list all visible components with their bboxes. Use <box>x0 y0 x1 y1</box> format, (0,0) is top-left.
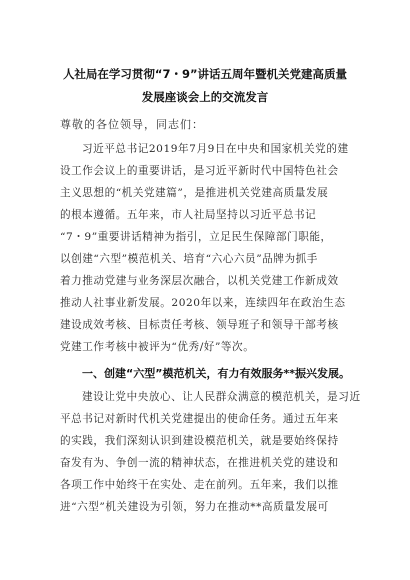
paragraph-line: 的实践，我们深刻认识到建设模范机关，就是要始终保持 <box>60 435 339 447</box>
paragraph-line: 奋发有为、争创一流的精神状态，在推进机关党的建设和 <box>60 457 339 469</box>
document-title-line-1: 人社局在学习贯彻“7・9”讲话五周年暨机关党建高质量 <box>62 67 348 81</box>
paragraph-line: 党建工作考核中被评为“优秀/好”等次。 <box>60 341 255 353</box>
paragraph-line: 建设让党中央放心、让人民群众满意的模范机关，是习近 <box>82 391 361 403</box>
section-heading-1: 一、创建“六型”模范机关，有力有效服务**振兴发展。 <box>82 367 350 380</box>
paragraph-line: 以创建“六型”模范机关、培育“六心六员”品牌为抓手 <box>60 253 318 265</box>
paragraph-line: “7・9”重要讲话精神为指引，立足民生保障部门职能， <box>60 231 332 243</box>
paragraph-line: 的根本遵循。五年来，市人社局坚持以习近平总书记 <box>60 209 317 221</box>
paragraph-line: 习近平总书记2019年7月9日在中央和国家机关党的建 <box>82 143 349 155</box>
document-title-line-2: 发展座谈会上的交流发言 <box>141 90 269 104</box>
paragraph-line: 设工作会议上的重要讲话，是习近平新时代中国特色社会 <box>60 165 339 177</box>
paragraph-line: 着力推动党建与业务深层次融合，以机关党建工作新成效 <box>60 275 339 287</box>
paragraph-line: 推动人社事业新发展。2020年以来，连续四年在政治生态 <box>60 297 346 309</box>
salutation: 尊敬的各位领导，同志们： <box>60 118 204 131</box>
paragraph-line: 主义思想的“机关党建篇”，是推进机关党建高质量发展 <box>60 187 329 199</box>
paragraph-line: 进“六型”机关建设为引领，努力在推动**高质量发展可 <box>60 501 329 513</box>
paragraph-line: 建设成效考核、目标责任考核、领导班子和领导干部考核 <box>60 319 339 331</box>
paragraph-line: 各项工作中始终干在实处、走在前列。五年来，我们以推 <box>60 479 339 491</box>
paragraph-line: 平总书记对新时代机关党建提出的使命任务。通过五年来 <box>60 413 339 425</box>
